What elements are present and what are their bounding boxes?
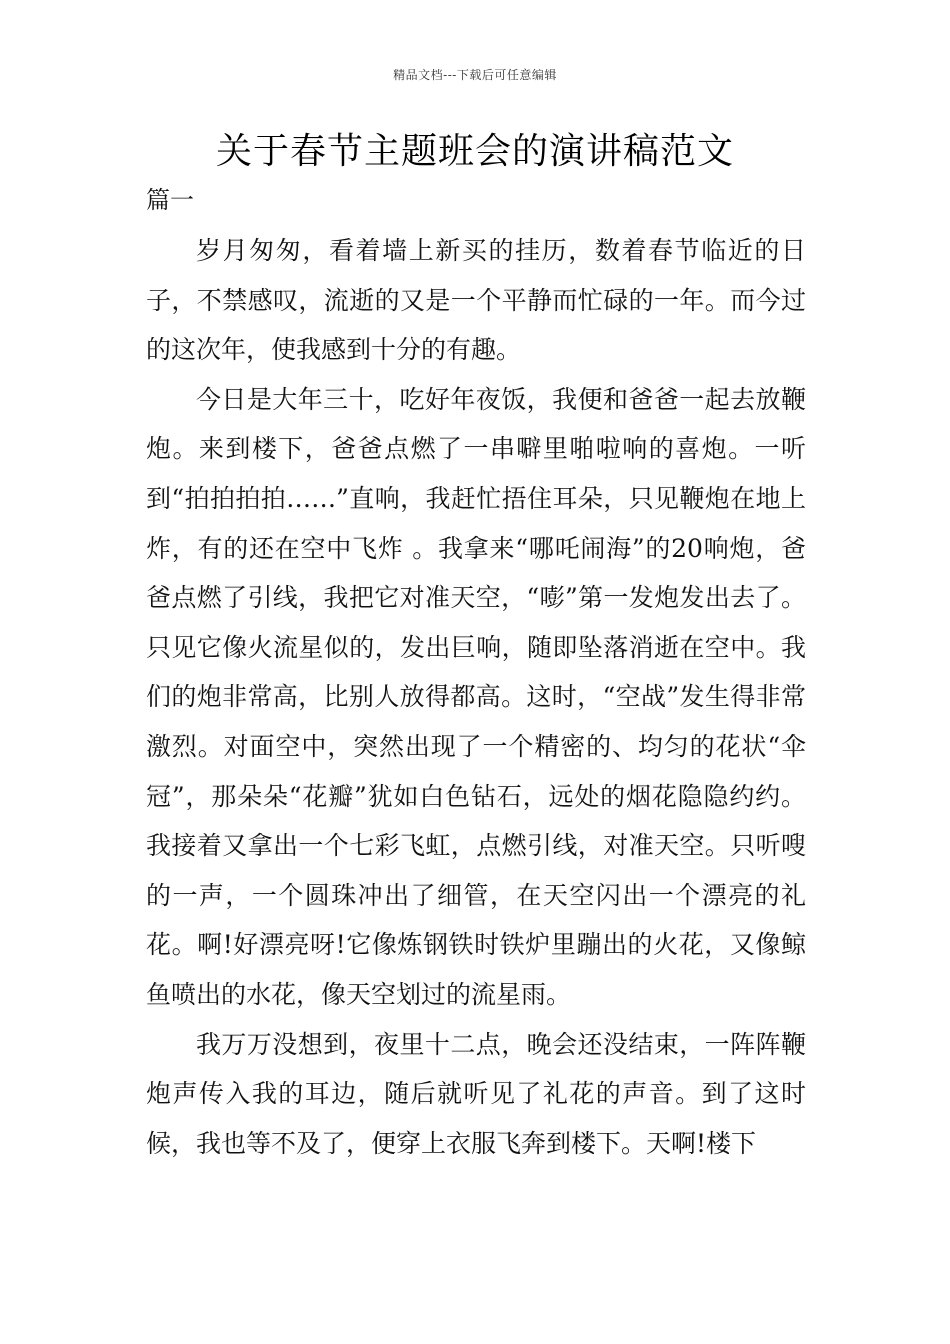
body-text bbox=[146, 226, 806, 1168]
paragraph-2: 今日是大年三十，吃好年夜饭，我便和爸爸一起去放鞭炮。来到楼下，爸爸点燃了一串噼里啪啦响的喜炮。一听到“拍拍拍拍……”直响，我赶忙捂住耳朵，只见鞭炮在地上炸，有的还在空中飞炸 。我拿来“哪吒闹海”的20响炮，爸爸点燃了引线，我把它对准天空，“嘭”第一发炮发出去了。只见它像火流星似的，发出巨响，随即坠落消逝在空中。我们的炮非常高，比别人放得都高。这时，“空战”发生得非常激烈。对面空中，突然出现了一个精密的、均匀的花状“伞冠”，那朵朵“花瓣”犹如白色钻石，远处的烟花隐隐约约。我接着又拿出一个七彩飞虹，点燃引线，对准天空。只听嗖 的一声，一个圆珠冲出了细管，在天空闪出一个漂亮的礼花。啊!好漂亮呀!它像炼钢铁时铁炉里蹦出的火花，又像鲸鱼喷出的水花，像天空划过的流星雨。 bbox=[146, 384, 806, 1009]
section-label: 篇一 bbox=[146, 186, 194, 214]
paragraph-3: 我万万没想到，夜里十二点，晚会还没结束，一阵阵鞭炮声传入我的耳边，随后就听见了礼花的声音。到了这时候，我也等不及了，便穿上衣服飞奔到楼下。天啊!楼下 bbox=[146, 1029, 806, 1158]
paragraph-1: 岁月匆匆，看着墙上新买的挂历，数着春节临近的日子，不禁感叹，流逝的又是一个平静而忙碌的一年。而今过的这次年，使我感到十分的有趣。 bbox=[146, 236, 806, 365]
document-title: 关于春节主题班会的演讲稿范文 bbox=[215, 131, 734, 172]
header-note: 精品文档---下载后可任意编辑 bbox=[393, 68, 557, 82]
